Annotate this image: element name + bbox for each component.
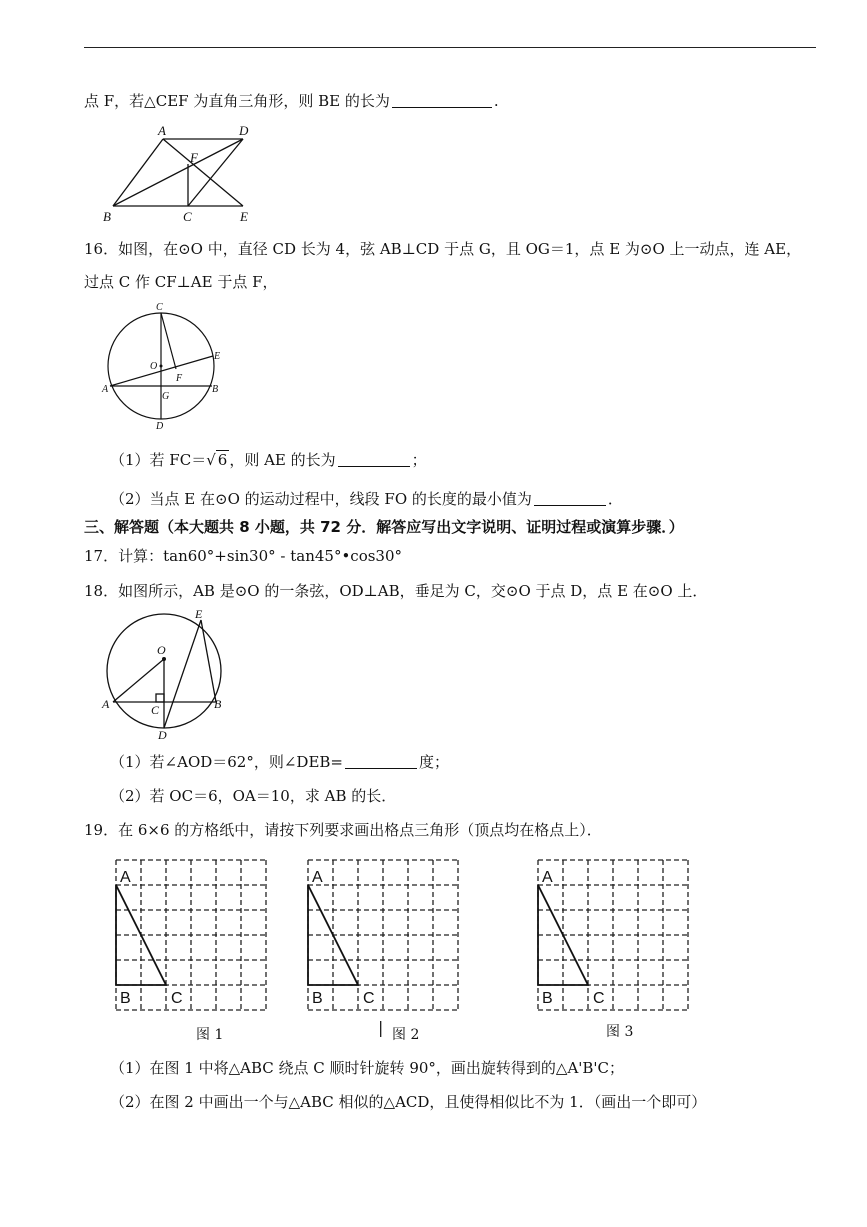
grid-figure-2: [308, 860, 460, 1012]
q19-part2: （2）在图 2 中画出一个与△ABC 相似的△ACD，且使得相似比不为 1．（画出一个即可）: [110, 1093, 707, 1111]
q16-line2: 过点 C 作 CF⊥AE 于点 F，: [84, 273, 278, 291]
grid-label-c: C: [593, 990, 605, 1007]
q18-label-D: D: [158, 728, 167, 742]
q16-label-G: G: [162, 391, 170, 402]
grid-figure-1: [116, 860, 268, 1012]
q16-part1: [110, 450, 427, 470]
q15-text: 点 F，若△CEF 为直角三角形，则 BE 的长为: [84, 92, 390, 110]
q18-line: [84, 581, 707, 601]
q18-text: 如图所示，AB 是⊙O 的一条弦，OD⊥AB，垂足为 C，交⊙O 于点 D，点 E 在⊙O 上．: [118, 582, 708, 600]
q16-p2-text: （2）当点 E 在⊙O 的运动过程中，线段 FO 的长度的最小值为: [110, 490, 532, 508]
sqrt-radicand: 6: [217, 451, 228, 469]
grid-label-c: C: [363, 990, 375, 1007]
q16-figure: [98, 300, 228, 432]
grid-label-c: C: [171, 990, 183, 1007]
q16-part2: [110, 489, 623, 509]
q16-p2-end: ．: [607, 490, 623, 508]
q15-label-F: F: [190, 150, 198, 165]
q16-label-O: O: [150, 361, 158, 372]
q18-part2: （2）若 OC＝6，OA＝10，求 AB 的长．: [110, 787, 397, 805]
q16-p1-text2: ，则 AE 的长为: [229, 451, 336, 469]
answer-blank: [345, 753, 417, 769]
q17-number: 17．: [84, 547, 119, 565]
grid-label-b: B: [542, 990, 553, 1007]
q16-label-D: D: [156, 421, 164, 432]
caption-figure-3: 图 3: [606, 1024, 634, 1040]
grid-label-a: A: [312, 869, 323, 886]
answer-blank: [534, 490, 606, 506]
answer-blank: [392, 92, 492, 108]
q16-number: 16．: [84, 240, 119, 258]
q15-line: [84, 91, 499, 111]
grid-figure-3: [538, 860, 690, 1012]
q18-figure: [98, 606, 233, 741]
grid-label-a: A: [542, 869, 553, 886]
sqrt-six: √ 6: [206, 451, 228, 469]
q19-part1: （1）在图 1 中将△ABC 绕点 C 顺时针旋转 90°，画出旋转得到的△A'B'C；: [110, 1059, 625, 1077]
q16-line1: [84, 239, 801, 259]
q19-number: 19．: [84, 821, 119, 839]
answer-blank: [338, 451, 410, 467]
q16-label-E: E: [214, 351, 221, 362]
q18-part1: [110, 752, 449, 772]
q18-number: 18．: [84, 582, 119, 600]
q15-label-A: A: [158, 123, 166, 138]
q16-label-B: B: [212, 384, 219, 395]
q15-label-E: E: [240, 209, 248, 224]
q18-label-A: A: [102, 697, 110, 711]
q19-text: 在 6×6 的方格纸中，请按下列要求画出格点三角形（顶点均在格点上）．: [118, 821, 602, 839]
q19-line: [84, 820, 602, 840]
q15-end: .: [493, 92, 499, 110]
caption-figure-1: 图 1: [196, 1027, 224, 1043]
q16-label-C: C: [156, 302, 163, 313]
q17-text: 计算：tan60°+sin30° - tan45°•cos30°: [118, 547, 403, 565]
q18-label-C: C: [151, 703, 160, 717]
header-rule: [84, 47, 816, 48]
caption-figure-2: 图 2: [392, 1027, 420, 1043]
q18-p1-text: （1）若∠AOD＝62°，则∠DEB=: [110, 753, 343, 771]
q16-p1-text: （1）若 FC＝: [110, 451, 207, 469]
q17-line: [84, 546, 402, 566]
q18-label-B: B: [214, 697, 222, 711]
q16-label-A: A: [102, 384, 109, 395]
q16-p1-end: ；: [411, 451, 427, 469]
q18-p1-end: 度；: [419, 753, 450, 771]
section-3-heading: 三、解答题（本大题共 8 小题，共 72 分．解答应写出文字说明、证明过程或演算步骤．）: [84, 518, 684, 536]
grid-label-b: B: [120, 990, 131, 1007]
grid-label-b: B: [312, 990, 323, 1007]
q15-label-C: C: [183, 209, 192, 224]
q15-label-D: D: [239, 123, 249, 138]
q15-figure: [100, 124, 270, 224]
q16-text1: 如图，在⊙O 中，直径 CD 长为 4，弦 AB⊥CD 于点 G，且 OG＝1，点 E 为⊙O 上一动点，连 AE，: [118, 240, 802, 258]
q18-label-O: O: [157, 643, 166, 657]
grid-label-a: A: [120, 869, 131, 886]
caption-mark: |: [378, 1018, 384, 1037]
q18-label-E: E: [195, 607, 203, 621]
q15-label-B: B: [103, 209, 111, 224]
q16-label-F: F: [176, 373, 183, 384]
